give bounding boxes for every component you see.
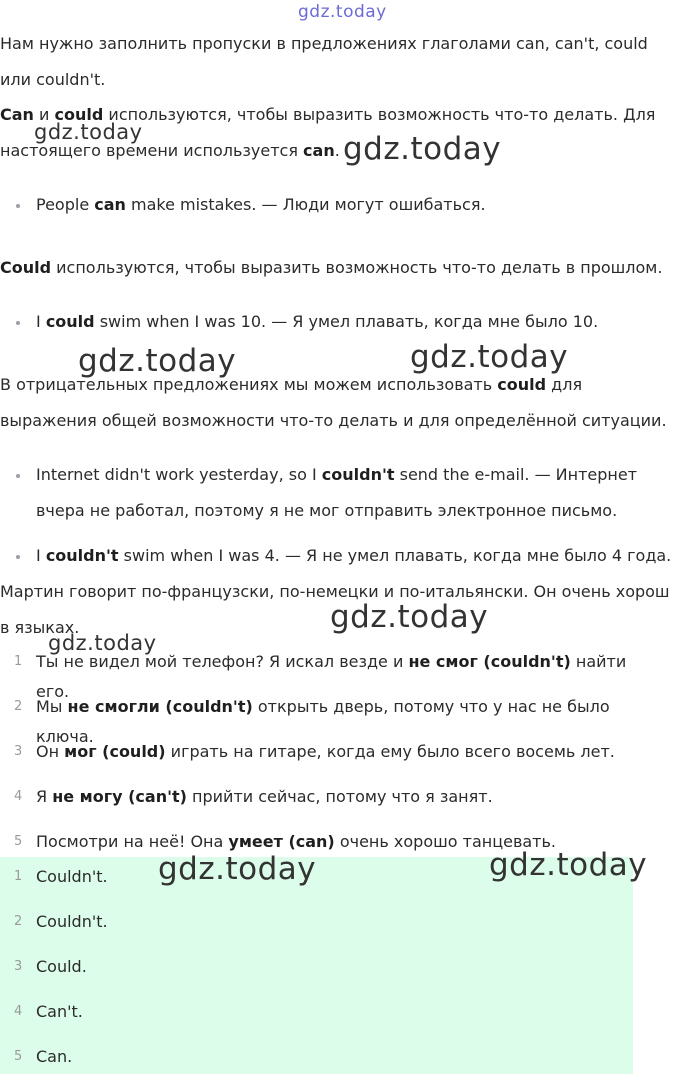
translation-text: Ты не видел мой телефон? Я искал везде и не смог (couldn't) найти его.: [36, 652, 627, 701]
answer-text: Can.: [36, 1047, 73, 1066]
keyword-could: could: [54, 105, 104, 124]
example-list-item: [0, 538, 676, 574]
intro-text: Нам нужно заполнить пропуски в предложениях глаголами can, can't, could или couldn't.: [0, 34, 648, 89]
example-list-item: [0, 457, 676, 529]
translation-text: Посмотри на неё! Она умеет (can) очень хорошо танцевать.: [36, 832, 557, 851]
answer-item: [0, 1042, 660, 1072]
answer-text: Couldn't.: [36, 867, 108, 886]
keyword-could-negative: could: [497, 375, 547, 394]
translation-item: [0, 737, 660, 767]
rule-could-text: используются, чтобы выразить возможность что-то делать в прошлом.: [51, 258, 663, 277]
answer-text: Could.: [36, 957, 87, 976]
translation-text: Я не могу (can't) прийти сейчас, потому что я занят.: [36, 787, 493, 806]
item-number: 2: [14, 699, 23, 714]
bullet-dot: [16, 204, 20, 208]
example-text: I couldn't swim when I was 4. — Я не умел плавать, когда мне было 4 года.: [36, 546, 672, 565]
watermark: gdz.today: [48, 631, 157, 655]
watermark: gdz.today: [158, 851, 317, 887]
rule-negative-paragraph: В отрицательных предложениях мы можем использовать could для выражения общей возможности что-то делать и для определённой ситуации.: [0, 375, 667, 430]
watermark-top: gdz.today: [298, 2, 387, 22]
translation-text: Мы не смогли (couldn't) открыть дверь, потому что у нас не было ключа.: [36, 697, 610, 746]
bullet-dot: [16, 474, 20, 478]
item-number: 4: [14, 1004, 23, 1019]
example-list-item: [0, 187, 676, 223]
bullet-dot: [16, 321, 20, 325]
answer-text: Can't.: [36, 1002, 83, 1021]
watermark: gdz.today: [410, 339, 569, 375]
item-number: 3: [14, 959, 23, 974]
translation-item: [0, 782, 660, 812]
item-number: 1: [14, 869, 23, 884]
example-text: People can make mistakes. — Люди могут ошибаться.: [36, 195, 486, 214]
watermark: gdz.today: [489, 847, 648, 883]
watermark: gdz.today: [330, 599, 489, 635]
item-number: 5: [14, 834, 23, 849]
item-number: 3: [14, 744, 23, 759]
intro-paragraph: [0, 26, 676, 98]
translation-text: Он мог (could) играть на гитаре, когда ему было всего восемь лет.: [36, 742, 615, 761]
item-number: 5: [14, 1049, 23, 1064]
watermark: gdz.today: [34, 120, 143, 144]
rule-can-text-2: используются, чтобы выразить возможность что-то делать. Для настоящего времени используется: [0, 105, 656, 160]
answer-item: [0, 997, 660, 1027]
watermark: gdz.today: [343, 131, 502, 167]
example-list-item: [0, 304, 676, 340]
rule-can-text-3: .: [334, 141, 340, 160]
example-text: Internet didn't work yesterday, so I couldn't send the e-mail. — Интернет вчера не работал, поэтому я не мог отправить электронное письмо.: [36, 465, 638, 520]
keyword-can: Can: [0, 105, 34, 124]
keyword-could-past: Could: [0, 258, 52, 277]
watermark: gdz.today: [78, 343, 237, 379]
answer-text: Couldn't.: [36, 912, 108, 931]
keyword-can-present: can: [303, 141, 335, 160]
item-number: 1: [14, 654, 23, 669]
bullet-dot: [16, 555, 20, 559]
answer-item: [0, 907, 660, 937]
rule-can-text-1: и: [33, 105, 55, 124]
item-number: 2: [14, 914, 23, 929]
item-number: 4: [14, 789, 23, 804]
answer-item: [0, 952, 660, 982]
rule-could-paragraph: [0, 250, 676, 286]
example-text: I could swim when I was 10. — Я умел плавать, когда мне было 10.: [36, 312, 599, 331]
martin-paragraph: Мартин говорит по-французски, по-немецки и по-итальянски. Он очень хорош в языках.: [0, 582, 670, 637]
